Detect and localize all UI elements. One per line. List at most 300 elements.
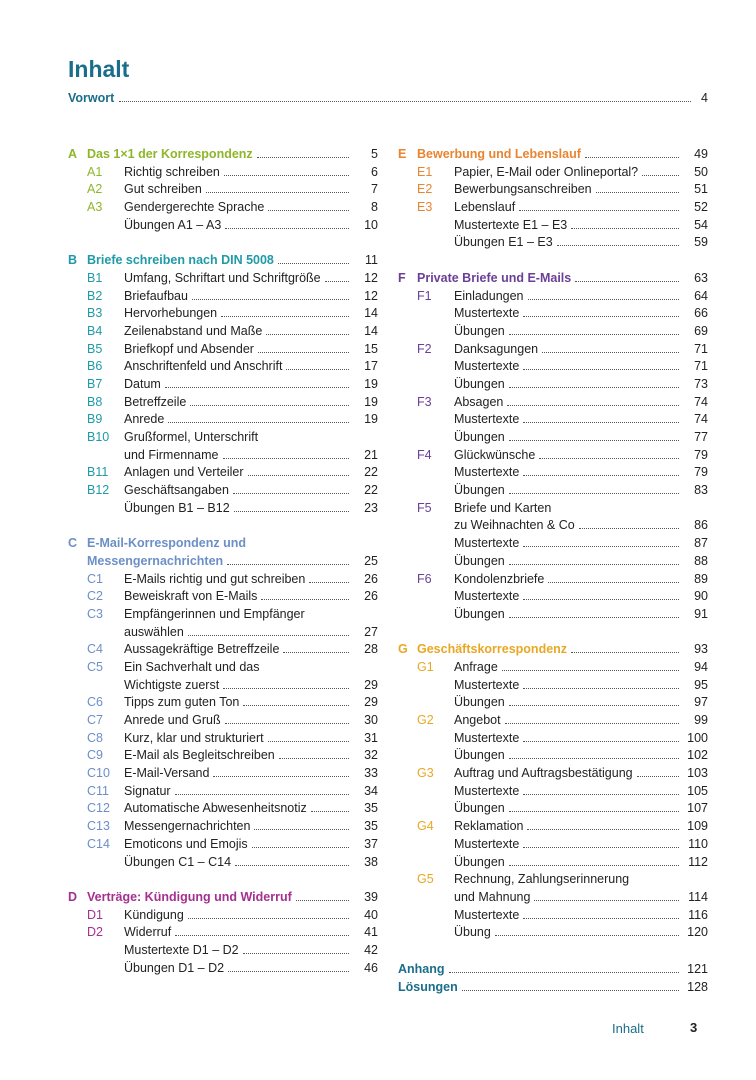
dot-leader <box>548 582 679 583</box>
toc-entry[interactable] <box>68 765 378 783</box>
toc-entry[interactable] <box>398 924 708 942</box>
toc-entry[interactable] <box>68 747 378 765</box>
entry-code <box>417 588 454 606</box>
entry-title: Messengernachrichten <box>124 819 251 834</box>
entry-code: F5 <box>417 500 432 515</box>
entry-title-wrap <box>454 659 684 677</box>
toc-page-number: 38 <box>364 854 378 869</box>
toc-entry[interactable] <box>68 712 378 730</box>
section-title-wrap <box>87 553 354 571</box>
entry-title: Übungen E1 – E3 <box>454 235 553 250</box>
section-letter: C <box>68 536 78 551</box>
entry-title: Mustertexte <box>454 306 520 321</box>
entry-title: Übungen <box>454 483 505 498</box>
toc-section-heading[interactable] <box>68 252 378 270</box>
entry-title-wrap <box>454 500 684 518</box>
toc-entry[interactable] <box>398 447 708 465</box>
toc-section <box>68 535 378 871</box>
toc-page-number: 31 <box>364 730 378 745</box>
toc-entry[interactable] <box>68 376 378 394</box>
entry-title: Aussagekräftige Betreffzeile <box>124 642 280 657</box>
toc-page-number <box>354 606 378 624</box>
toc-entry[interactable] <box>68 482 378 500</box>
entry-title-wrap <box>124 854 354 872</box>
toc-page-number: 8 <box>371 200 378 215</box>
toc-entry[interactable] <box>68 500 378 518</box>
entry-title-wrap <box>124 624 354 642</box>
toc-entry[interactable] <box>398 323 708 341</box>
entry-title: Automatische Abwesenheitsnotiz <box>124 801 307 816</box>
toc-section-heading[interactable] <box>398 270 708 288</box>
entry-title: Umfang, Schriftart und Schriftgröße <box>124 270 321 285</box>
toc-entry[interactable] <box>398 181 708 199</box>
entry-code <box>417 234 454 252</box>
entry-title-wrap <box>454 889 684 907</box>
toc-page-number: 94 <box>694 659 708 674</box>
toc-entry[interactable] <box>68 217 378 235</box>
entry-title-wrap <box>454 482 684 500</box>
toc-entry[interactable] <box>398 818 708 836</box>
toc-page-number: 29 <box>364 695 378 710</box>
dot-leader <box>509 440 679 441</box>
entry-title: Briefaufbau <box>124 288 188 303</box>
toc-entry[interactable] <box>398 800 708 818</box>
entry-title-wrap <box>124 323 354 341</box>
entry-code: D2 <box>87 925 103 940</box>
entry-code: A1 <box>87 164 103 179</box>
dot-leader <box>523 316 679 317</box>
entry-code <box>87 217 124 235</box>
entry-title-wrap <box>124 818 354 836</box>
dot-leader <box>188 635 349 636</box>
toc-entry[interactable] <box>398 217 708 235</box>
section-letter: F <box>398 270 406 285</box>
entry-title-wrap <box>454 376 684 394</box>
entry-title-wrap <box>124 358 354 376</box>
toc-entry[interactable] <box>398 889 708 907</box>
toc-entry[interactable] <box>398 694 708 712</box>
entry-title-wrap <box>454 800 684 818</box>
toc-entry[interactable] <box>398 411 708 429</box>
entry-code: G5 <box>417 872 434 887</box>
toc-page-number: 11 <box>365 253 378 268</box>
toc-page-number: 103 <box>687 766 708 781</box>
entry-title-wrap <box>124 730 354 748</box>
toc-entry[interactable] <box>68 571 378 589</box>
toc-page-number: 34 <box>364 783 378 798</box>
entry-title: Kondolenzbriefe <box>454 571 545 586</box>
entry-title-wrap <box>124 800 354 818</box>
entry-title-wrap <box>124 305 354 323</box>
toc-page-number <box>684 871 708 889</box>
toc-page-number: 51 <box>694 182 708 197</box>
entry-title: Empfängerinnen und Empfänger <box>124 606 305 621</box>
entry-title: Einladungen <box>454 288 524 303</box>
entry-title: Auftrag und Auftragsbestätigung <box>454 766 633 781</box>
toc-page-number: 46 <box>364 960 378 975</box>
toc-entry[interactable] <box>398 500 708 518</box>
footer-label: Inhalt <box>612 1021 644 1036</box>
entry-code: B8 <box>87 394 103 409</box>
toc-entry[interactable] <box>68 464 378 482</box>
toc-entry[interactable] <box>68 270 378 288</box>
toc-entry[interactable] <box>68 800 378 818</box>
entry-title-wrap <box>454 217 684 235</box>
toc-entry[interactable] <box>398 783 708 801</box>
entry-title: Mustertexte <box>454 907 520 922</box>
toc-entry[interactable] <box>68 305 378 323</box>
entry-title: Ein Sachverhalt und das <box>124 659 260 674</box>
entry-title-wrap <box>124 270 354 288</box>
dot-leader <box>228 971 349 972</box>
entry-title: E-Mails richtig und gut schreiben <box>124 571 306 586</box>
toc-section-heading[interactable] <box>68 535 378 553</box>
entry-title-wrap <box>454 730 684 748</box>
toc-page-number: 89 <box>694 571 708 586</box>
entry-code: C6 <box>87 695 103 710</box>
entry-code: C8 <box>87 730 103 745</box>
toc-page-number: 26 <box>364 571 378 586</box>
dot-leader <box>248 475 349 476</box>
toc-entry[interactable] <box>398 376 708 394</box>
toc-page-number: 39 <box>364 889 378 904</box>
toc-entry-vorwort[interactable] <box>68 91 708 105</box>
entry-title: Angebot <box>454 713 501 727</box>
dot-leader <box>278 263 349 264</box>
entry-title: und Firmenname <box>124 447 219 462</box>
entry-title-wrap <box>454 871 684 889</box>
toc-page-number: 74 <box>694 412 708 427</box>
entry-code <box>417 924 454 942</box>
entry-title-wrap <box>124 447 354 465</box>
toc-section-heading[interactable] <box>68 889 378 907</box>
toc-page-number <box>354 429 378 447</box>
section-title: Messengernachrichten <box>87 553 224 568</box>
toc-entry[interactable] <box>398 164 708 182</box>
entry-title-wrap <box>454 924 684 942</box>
entry-title: Übungen A1 – A3 <box>124 217 222 232</box>
dot-leader <box>523 422 679 423</box>
toc-entry[interactable] <box>68 624 378 642</box>
toc-page-number: 109 <box>687 819 708 834</box>
entry-title-wrap <box>454 694 684 712</box>
toc-entry[interactable] <box>68 783 378 801</box>
entry-code: C12 <box>87 801 110 816</box>
toc-section-heading[interactable] <box>68 553 378 571</box>
entry-title: Übungen <box>454 695 505 710</box>
toc-page-number: 17 <box>364 359 378 374</box>
toc-page-number: 54 <box>694 217 708 232</box>
dot-leader <box>509 564 679 565</box>
section-title: Private Briefe und E-Mails <box>417 270 572 285</box>
toc-page-number: 71 <box>694 359 708 374</box>
page-title: Inhalt <box>68 56 130 82</box>
entry-title-wrap <box>454 783 684 801</box>
toc-entry[interactable] <box>68 323 378 341</box>
toc-entry[interactable] <box>398 730 708 748</box>
toc-entry[interactable] <box>398 836 708 854</box>
entry-title-wrap <box>454 341 684 359</box>
toc-entry[interactable] <box>398 659 708 677</box>
entry-title-wrap <box>454 588 684 606</box>
toc-page-number: 59 <box>694 235 708 250</box>
dot-leader <box>119 101 691 102</box>
entry-code <box>417 730 454 748</box>
entry-code <box>417 747 454 765</box>
dot-leader <box>268 210 349 211</box>
section-title: Briefe schreiben nach DIN 5008 <box>87 253 274 268</box>
toc-page-number: 77 <box>694 430 708 444</box>
section-title-wrap <box>417 641 684 659</box>
toc-page-number: 64 <box>694 288 708 303</box>
entry-code: C10 <box>87 766 110 781</box>
entry-title: Danksagungen <box>454 341 539 356</box>
toc-entry[interactable] <box>398 429 708 447</box>
toc-page-number: 88 <box>694 553 708 568</box>
dot-leader <box>243 953 349 954</box>
toc-entry[interactable] <box>68 854 378 872</box>
toc-page-number <box>354 535 378 553</box>
entry-title: Betreffzeile <box>124 394 187 409</box>
entry-title: Tipps zum guten Ton <box>124 695 240 710</box>
toc-section-heading[interactable] <box>398 641 708 659</box>
toc-entry[interactable] <box>398 571 708 589</box>
entry-title: Geschäftsangaben <box>124 483 229 498</box>
toc-entry[interactable] <box>68 641 378 659</box>
toc-entry[interactable] <box>68 394 378 412</box>
toc-entry[interactable] <box>68 942 378 960</box>
toc-entry[interactable] <box>68 164 378 182</box>
entry-title: Rechnung, Zahlungserinnerung <box>454 872 630 887</box>
dot-leader <box>449 972 679 973</box>
entry-title-wrap <box>124 464 354 482</box>
entry-title: Übungen <box>454 854 505 869</box>
entry-title: Übungen <box>454 323 505 338</box>
entry-code: E2 <box>417 182 433 197</box>
toc-entry[interactable] <box>68 429 378 447</box>
toc-page-number: 29 <box>364 677 378 692</box>
toc-entry[interactable] <box>398 553 708 571</box>
entry-code <box>417 429 454 447</box>
toc-entry-label: Anhang <box>398 962 445 976</box>
toc-entry[interactable] <box>68 606 378 624</box>
entry-title-wrap <box>454 164 684 182</box>
toc-entry[interactable] <box>398 464 708 482</box>
dot-leader <box>190 405 349 406</box>
entry-title-wrap <box>454 907 684 925</box>
section-letter: G <box>398 642 408 657</box>
entry-title: Widerruf <box>124 925 172 940</box>
section-letter: A <box>68 147 78 161</box>
dot-leader <box>509 334 679 335</box>
toc-entry[interactable] <box>398 677 708 695</box>
dot-leader <box>523 599 679 600</box>
entry-title: Anfrage <box>454 659 498 674</box>
dot-leader <box>509 617 679 618</box>
toc-entry[interactable] <box>68 694 378 712</box>
entry-title-wrap <box>124 181 354 199</box>
entry-title-wrap <box>124 641 354 659</box>
toc-entry[interactable] <box>68 836 378 854</box>
entry-title: Hervorhebungen <box>124 306 218 321</box>
entry-title: Mustertexte <box>454 536 520 551</box>
entry-title: Gendergerechte Sprache <box>124 200 265 215</box>
entry-title-wrap <box>124 942 354 960</box>
dot-leader <box>523 475 679 476</box>
toc-page-number: 22 <box>364 483 378 498</box>
toc-entry[interactable] <box>398 288 708 306</box>
entry-title-wrap <box>124 394 354 412</box>
dot-leader <box>261 599 349 600</box>
toc-entry[interactable] <box>398 747 708 765</box>
entry-title-wrap <box>454 854 684 872</box>
entry-title-wrap <box>124 571 354 589</box>
toc-entry[interactable] <box>398 234 708 252</box>
entry-code <box>417 783 454 801</box>
toc-entry[interactable] <box>68 288 378 306</box>
toc-entry[interactable] <box>398 358 708 376</box>
toc-entry[interactable] <box>398 588 708 606</box>
entry-code: D1 <box>87 907 103 922</box>
dot-leader <box>168 422 349 423</box>
toc-page-number: 19 <box>364 376 378 391</box>
entry-code: C9 <box>87 748 103 763</box>
entry-code: F1 <box>417 288 432 303</box>
toc-entry[interactable] <box>68 924 378 942</box>
toc-page-number: 52 <box>694 200 708 215</box>
toc-page-number: 71 <box>694 341 708 356</box>
entry-code <box>87 960 124 978</box>
toc-entry[interactable] <box>68 181 378 199</box>
toc-entry[interactable] <box>398 907 708 925</box>
toc-entry[interactable] <box>68 960 378 978</box>
toc-page-number: 33 <box>364 766 378 781</box>
dot-leader <box>642 175 679 176</box>
entry-title-wrap <box>454 818 684 836</box>
toc-entry[interactable] <box>68 358 378 376</box>
toc-entry[interactable] <box>398 341 708 359</box>
entry-title: Anrede und Gruß <box>124 713 221 727</box>
toc-page-number: 35 <box>364 801 378 816</box>
toc-section <box>398 146 708 252</box>
dot-leader <box>175 794 349 795</box>
toc-entry[interactable] <box>398 765 708 783</box>
section-title: Verträge: Kündigung und Widerruf <box>87 889 292 904</box>
toc-entry[interactable] <box>68 411 378 429</box>
toc-entry[interactable] <box>68 907 378 925</box>
toc-column-right <box>398 146 708 960</box>
toc-entry[interactable] <box>68 818 378 836</box>
toc-entry[interactable] <box>68 341 378 359</box>
toc-entry-loesungen[interactable] <box>398 979 708 997</box>
dot-leader <box>252 847 349 848</box>
toc-entry[interactable] <box>398 871 708 889</box>
toc-page-number: 112 <box>688 854 708 869</box>
entry-title: Anrede <box>124 412 165 427</box>
dot-leader <box>527 829 679 830</box>
entry-title-wrap <box>454 199 684 217</box>
entry-code: A3 <box>87 200 103 215</box>
dot-leader <box>188 918 349 919</box>
toc-entry-label: Vorwort <box>68 91 115 105</box>
entry-title-wrap <box>454 394 684 412</box>
toc-entry[interactable] <box>68 588 378 606</box>
dot-leader <box>539 458 679 459</box>
entry-title: Grußformel, Unterschrift <box>124 430 259 444</box>
toc-entry[interactable] <box>68 677 378 695</box>
toc-entry[interactable] <box>68 659 378 677</box>
entry-title-wrap <box>124 712 354 730</box>
toc-entry[interactable] <box>398 854 708 872</box>
toc-page-number: 63 <box>694 270 708 285</box>
dot-leader <box>311 811 349 812</box>
section-letter: D <box>68 889 78 904</box>
entry-title-wrap <box>454 571 684 589</box>
dot-leader <box>258 352 349 353</box>
toc-page-number: 107 <box>687 801 708 816</box>
toc-entry[interactable] <box>398 606 708 624</box>
toc-entry[interactable] <box>398 394 708 412</box>
entry-title: Emoticons und Emojis <box>124 836 248 851</box>
entry-code: G1 <box>417 659 434 674</box>
dot-leader <box>523 546 679 547</box>
dot-leader <box>309 582 349 583</box>
toc-page-number: 40 <box>364 907 378 922</box>
dot-leader <box>637 776 679 777</box>
section-title-wrap <box>87 252 354 270</box>
entry-code <box>87 447 124 465</box>
toc-page-number: 14 <box>364 323 378 338</box>
dot-leader <box>495 935 679 936</box>
toc-entry[interactable] <box>398 199 708 217</box>
entry-code: C7 <box>87 713 103 727</box>
entry-title: Glückwünsche <box>454 447 536 462</box>
entry-title: Datum <box>124 376 161 391</box>
toc-entry[interactable] <box>398 482 708 500</box>
toc-entry[interactable] <box>68 447 378 465</box>
entry-title-wrap <box>124 482 354 500</box>
toc-section-heading[interactable] <box>398 146 708 164</box>
entry-title: Mustertexte D1 – D2 <box>124 942 239 957</box>
entry-title-wrap <box>124 659 354 677</box>
toc-section <box>68 889 378 977</box>
toc-page-number: 97 <box>694 695 708 710</box>
toc-entry[interactable] <box>68 199 378 217</box>
toc-entry-anhang[interactable] <box>398 961 708 979</box>
toc-entry[interactable] <box>398 712 708 730</box>
toc-section-heading[interactable] <box>68 146 378 164</box>
toc-page-number: 93 <box>694 642 708 657</box>
dot-leader <box>509 387 679 388</box>
toc-page-number: 10 <box>364 217 378 232</box>
dot-leader <box>279 758 349 759</box>
toc-entry[interactable] <box>398 305 708 323</box>
entry-code: B11 <box>87 465 109 480</box>
toc-entry[interactable] <box>68 730 378 748</box>
entry-code: C5 <box>87 659 103 674</box>
dot-leader <box>534 900 679 901</box>
entry-title: Kurz, klar und strukturiert <box>124 730 264 745</box>
toc-page-number: 121 <box>687 962 708 976</box>
dot-leader <box>579 528 679 529</box>
entry-title: Mustertexte <box>454 783 520 798</box>
entry-title-wrap <box>124 747 354 765</box>
toc-entry[interactable] <box>398 517 708 535</box>
entry-title: Mustertexte <box>454 465 520 480</box>
toc-entry[interactable] <box>398 535 708 553</box>
toc-page-number: 79 <box>694 465 708 480</box>
toc-page-number: 120 <box>687 925 708 940</box>
